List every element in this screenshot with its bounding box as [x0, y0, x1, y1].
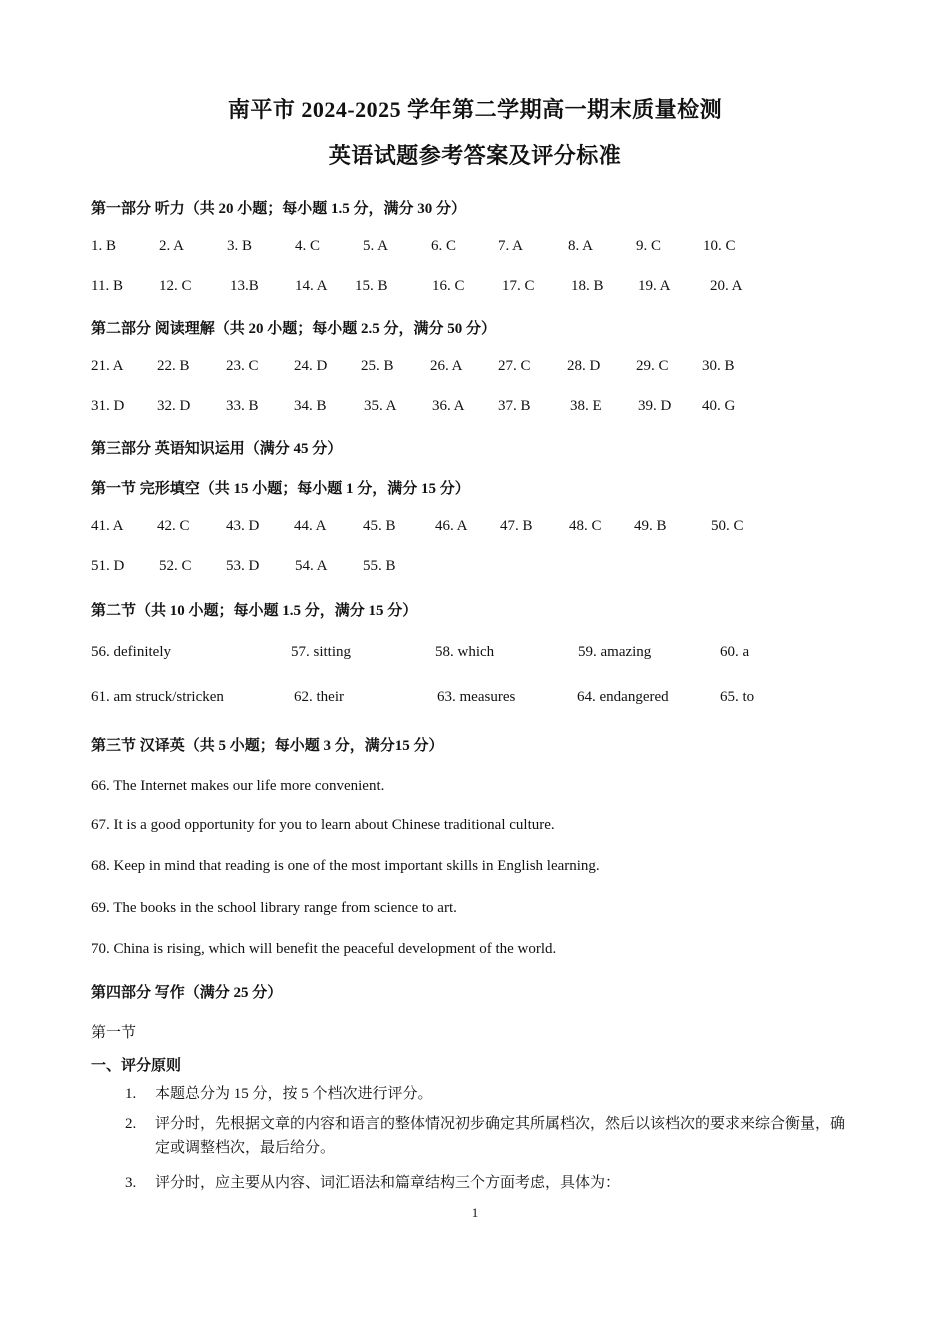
translation-68: 68. Keep in mind that reading is one of the most important skills in English learning.	[91, 858, 600, 874]
answer: 38. E	[570, 398, 602, 414]
fill-answer: 58. which	[435, 644, 495, 660]
list-number: 2.	[125, 1116, 137, 1132]
list-item: 本题总分为 15 分，按 5 个档次进行评分。	[155, 1086, 433, 1102]
answer: 9. C	[636, 238, 662, 254]
answer: 34. B	[294, 398, 327, 414]
fill-answer: 60. a	[720, 644, 750, 660]
answer: 43. D	[226, 518, 260, 534]
page-title: 南平市 2024-2025 学年第二学期高一期末质量检测	[227, 97, 723, 122]
answer: 3. B	[227, 238, 253, 254]
answer: 24. D	[294, 358, 328, 374]
part4-section1-label: 第一节	[91, 1025, 137, 1041]
answer: 29. C	[636, 358, 669, 374]
answer: 23. C	[226, 358, 259, 374]
answer: 26. A	[430, 358, 463, 374]
part3-section3-heading: 第三节 汉译英（共 5 小题；每小题 3 分，满分15 分）	[91, 738, 444, 754]
answer: 6. C	[431, 238, 457, 254]
answer: 28. D	[567, 358, 601, 374]
answer: 41. A	[91, 518, 124, 534]
list-number: 1.	[125, 1086, 137, 1102]
answer: 16. C	[432, 278, 465, 294]
answer: 13.B	[230, 278, 259, 294]
answer: 11. B	[91, 278, 123, 294]
answer: 37. B	[498, 398, 531, 414]
list-number: 3.	[125, 1175, 137, 1191]
fill-answer: 56. definitely	[91, 644, 171, 660]
answer: 30. B	[702, 358, 735, 374]
part3-heading: 第三部分 英语知识运用（满分 45 分）	[91, 441, 343, 457]
answer: 49. B	[634, 518, 667, 534]
answer: 22. B	[157, 358, 190, 374]
part2-heading: 第二部分 阅读理解（共 20 小题；每小题 2.5 分，满分 50 分）	[91, 321, 497, 337]
translation-66: 66. The Internet makes our life more convenient.	[91, 778, 385, 794]
fill-answer: 65. to	[720, 689, 755, 705]
answer: 50. C	[711, 518, 744, 534]
answer: 25. B	[361, 358, 394, 374]
answer: 55. B	[363, 558, 396, 574]
answer: 53. D	[226, 558, 260, 574]
translation-69: 69. The books in the school library range from science to art.	[91, 900, 457, 916]
answer: 51. D	[91, 558, 125, 574]
answer: 14. A	[295, 278, 328, 294]
answer: 36. A	[432, 398, 465, 414]
answer: 47. B	[500, 518, 533, 534]
fill-answer: 59. amazing	[578, 644, 652, 660]
answer: 33. B	[226, 398, 259, 414]
answer: 12. C	[159, 278, 192, 294]
translation-70: 70. China is rising, which will benefit the peaceful development of the world.	[91, 941, 557, 957]
answer: 54. A	[295, 558, 328, 574]
answer: 44. A	[294, 518, 327, 534]
answer: 21. A	[91, 358, 124, 374]
answer: 10. C	[703, 238, 736, 254]
fill-answer: 61. am struck/stricken	[91, 689, 224, 705]
answer: 17. C	[502, 278, 535, 294]
list-item: 评分时，先根据文章的内容和语言的整体情况初步确定其所属档次，然后以该档次的要求来综合衡量，确定或调整档次，最后给分。	[155, 1116, 846, 1156]
fill-answer: 63. measures	[437, 689, 516, 705]
answer: 42. C	[157, 518, 190, 534]
answer: 4. C	[295, 238, 321, 254]
part3-section1-heading: 第一节 完形填空（共 15 小题；每小题 1 分，满分 15 分）	[91, 481, 470, 497]
answer: 46. A	[435, 518, 468, 534]
answer: 18. B	[571, 278, 604, 294]
translation-67: 67. It is a good opportunity for you to learn about Chinese traditional culture.	[91, 817, 555, 833]
part3-section2-heading: 第二节（共 10 小题；每小题 1.5 分，满分 15 分）	[91, 603, 418, 619]
answer: 5. A	[363, 238, 389, 254]
fill-answer: 62. their	[294, 689, 344, 705]
answer: 19. A	[638, 278, 671, 294]
answer: 40. G	[702, 398, 736, 414]
answer: 48. C	[569, 518, 602, 534]
answer: 31. D	[91, 398, 125, 414]
page-subtitle: 英语试题参考答案及评分标准	[328, 143, 622, 168]
answer: 39. D	[638, 398, 672, 414]
answer: 15. B	[355, 278, 388, 294]
answer: 27. C	[498, 358, 531, 374]
fill-answer: 64. endangered	[577, 689, 669, 705]
answer: 2. A	[159, 238, 185, 254]
answer: 7. A	[498, 238, 524, 254]
part1-heading: 第一部分 听力（共 20 小题；每小题 1.5 分，满分 30 分）	[91, 201, 467, 217]
principles-heading: 一、评分原则	[91, 1058, 182, 1074]
list-item: 评分时，应主要从内容、词汇语法和篇章结构三个方面考虑，具体为：	[155, 1175, 621, 1191]
fill-answer: 57. sitting	[291, 644, 352, 660]
page-number: 1	[471, 1205, 479, 1220]
answer: 8. A	[568, 238, 594, 254]
answer: 35. A	[364, 398, 397, 414]
answer: 1. B	[91, 238, 117, 254]
answer: 32. D	[157, 398, 191, 414]
part4-heading: 第四部分 写作（满分 25 分）	[91, 985, 283, 1001]
answer: 52. C	[159, 558, 192, 574]
answer: 20. A	[710, 278, 743, 294]
answer: 45. B	[363, 518, 396, 534]
